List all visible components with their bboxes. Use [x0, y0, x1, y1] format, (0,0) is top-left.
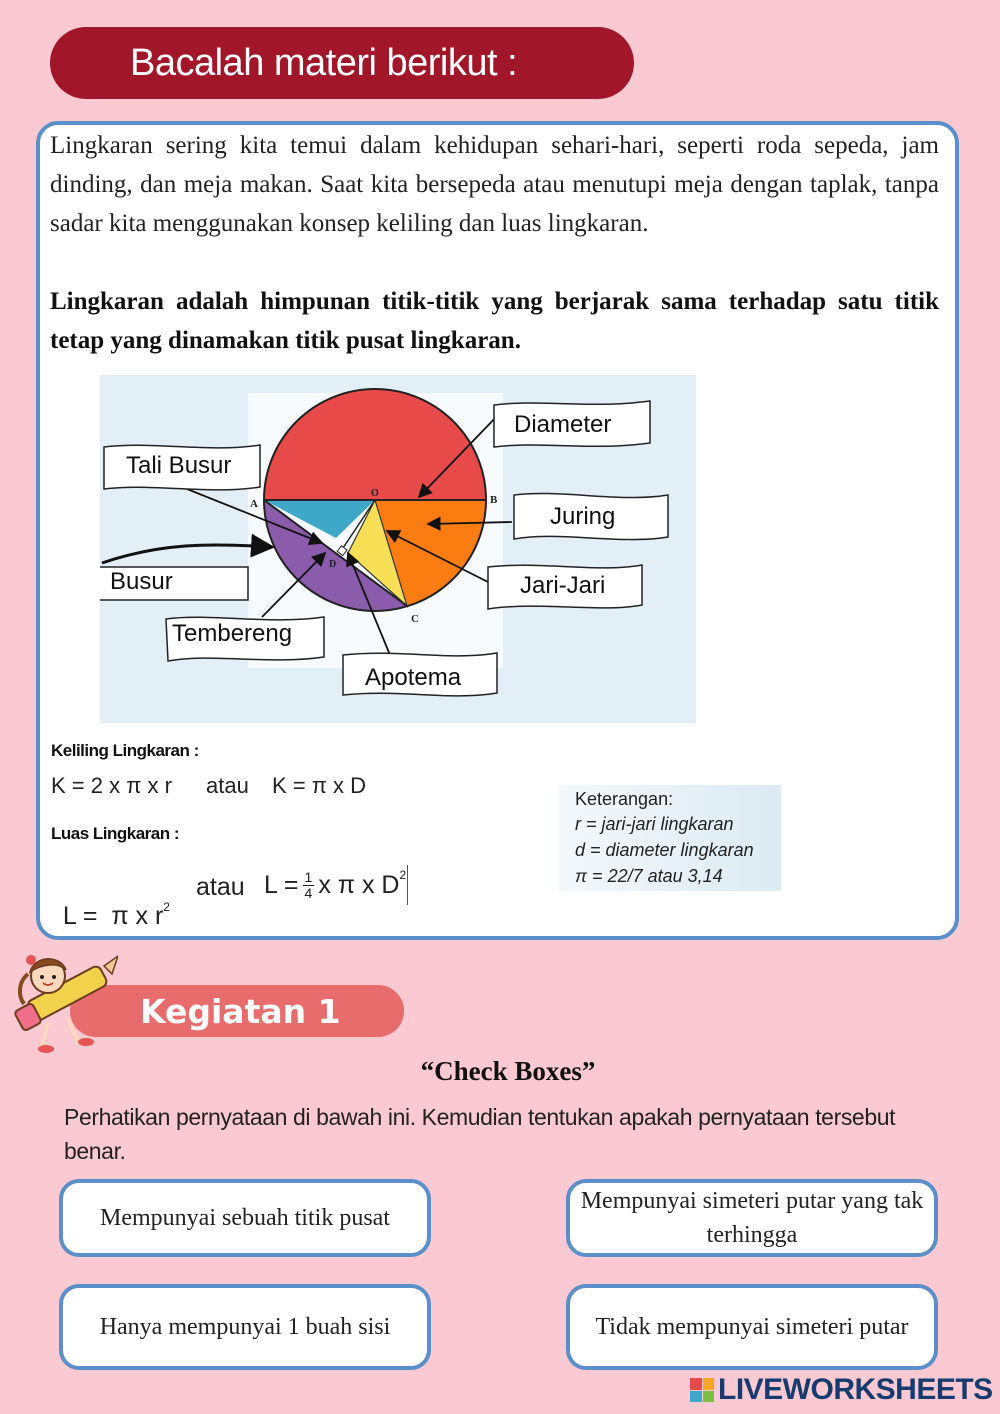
point-d: D	[329, 559, 337, 570]
option-simetri-tak-terhingga[interactable]: Mempunyai simeteri putar yang tak terhingga	[566, 1179, 938, 1257]
keliling-formula-1: K = 2 x π x r	[51, 773, 172, 798]
activity-instruction: Perhatikan pernyataan di bawah ini. Kemudian tentukan apakah pernyataan tersebut benar.	[64, 1104, 896, 1164]
point-o: O	[371, 488, 379, 499]
activity-title: Kegiatan 1	[140, 992, 341, 1031]
liveworksheets-mark-icon	[690, 1378, 714, 1402]
girl-with-pencil-icon	[8, 952, 118, 1060]
text-cursor	[407, 865, 408, 905]
label-jari-jari: Jari-Jari	[520, 572, 606, 599]
option-titik-pusat[interactable]: Mempunyai sebuah titik pusat	[59, 1179, 431, 1257]
keliling-formula-2: K = π x D	[272, 773, 367, 798]
luas-formula-2-prefix: L =	[264, 870, 299, 899]
keterangan-title: Keterangan:	[575, 789, 674, 809]
keterangan-box	[559, 785, 781, 891]
luas-formula-1-exp: 2	[163, 899, 170, 914]
fraction-denominator: 4	[304, 884, 313, 901]
luas-formula-2-main: x π x D	[318, 870, 400, 899]
option-satu-sisi[interactable]: Hanya mempunyai 1 buah sisi	[59, 1284, 431, 1370]
activity-title-banner	[70, 985, 404, 1037]
page-title-banner	[50, 27, 634, 99]
material-paragraph: Lingkaran sering kita temui dalam kehidupan sehari-hari, seperti roda sepeda, jam dinding, dan meja makan. Saat kita bersepeda atau menutupi meja dengan taplak, tanpa sadar kita menggunakan konsep keliling dan luas lingkaran.	[50, 132, 939, 237]
point-c: C	[411, 613, 419, 625]
label-diameter: Diameter	[514, 411, 612, 438]
luas-formula-1-main: L = π x r	[62, 902, 164, 930]
fraction-numerator: 1	[304, 868, 313, 885]
option-tidak-simetri[interactable]: Tidak mempunyai simeteri putar	[566, 1284, 938, 1370]
keliling-title: Keliling Lingkaran :	[51, 741, 199, 760]
activity-subtitle: “Check Boxes”	[420, 1056, 596, 1086]
keterangan-line-d: d = diameter lingkaran	[575, 840, 754, 860]
label-juring: Juring	[550, 503, 616, 530]
luas-formula-2	[264, 865, 408, 905]
label-busur: Busur	[110, 568, 173, 595]
label-tembereng: Tembereng	[172, 620, 293, 647]
page-title: Bacalah materi berikut :	[130, 42, 518, 84]
label-apotema: Apotema	[365, 664, 462, 691]
circle-parts-diagram	[100, 375, 696, 723]
luas-title: Luas Lingkaran :	[51, 824, 180, 843]
logo-text: LIVEWORKSHEETS	[718, 1373, 993, 1406]
keliling-or: atau	[206, 773, 249, 798]
label-tali-busur: Tali Busur	[126, 452, 232, 479]
circle-definition: Lingkaran adalah himpunan titik-titik yang berjarak sama terhadap satu titik tetap yang dinamakan titik pusat lingkaran.	[50, 288, 939, 354]
luas-or: atau	[196, 873, 245, 901]
luas-fraction	[303, 870, 315, 901]
point-b: B	[490, 494, 498, 506]
liveworksheets-logo	[690, 1370, 993, 1410]
point-a: A	[250, 498, 258, 510]
luas-formula-1	[49, 873, 170, 931]
keterangan-line-r: r = jari-jari lingkaran	[575, 814, 734, 834]
keterangan-line-pi: π = 22/7 atau 3,14	[575, 866, 723, 886]
luas-formula-2-exp: 2	[399, 868, 407, 882]
